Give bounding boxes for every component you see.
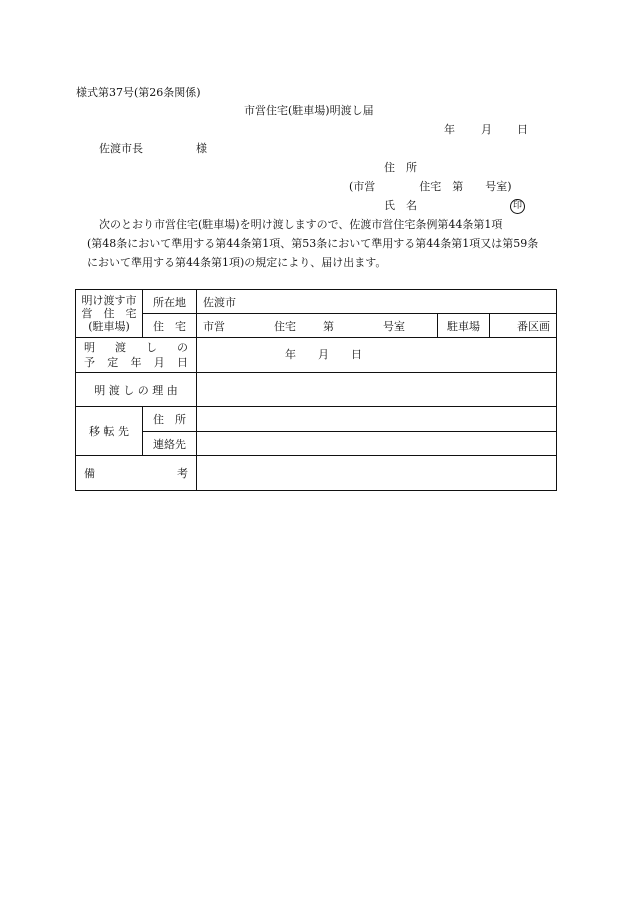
location-field[interactable] (197, 290, 557, 314)
housing-field[interactable] (197, 314, 438, 338)
date-label-char: 年 (130, 356, 142, 369)
remarks-label (76, 456, 197, 491)
moveto-address-field[interactable] (197, 407, 557, 432)
parking-number-unit: 番区画 (517, 319, 551, 333)
date-month-label: 月 (481, 123, 492, 136)
housing-target-label-line3: (駐車場) (88, 320, 130, 333)
moveto-contact-field[interactable] (197, 432, 557, 456)
housing-target-label (76, 290, 143, 338)
moveto-label: 移 転 先 (76, 407, 143, 456)
date-label-char: 予 (84, 356, 95, 369)
applicant-name-label: 氏 名 (384, 199, 417, 212)
parking-number-field[interactable] (490, 314, 557, 338)
housing-target-label-line1: 明け渡す市 (81, 294, 137, 307)
body-line-2: (第48条において準用する第44条第1項、第53条において準用する第44条第1項又は第59条 (87, 237, 539, 250)
date-year-label: 年 (444, 123, 455, 136)
location-value: 佐渡市 (203, 295, 236, 309)
seal-icon: 印 (510, 199, 525, 214)
location-label: 所在地 (143, 290, 197, 314)
housing-jutaku: 住宅 (274, 320, 296, 333)
date-label-char: 渡 (115, 341, 126, 354)
date-label-char: し (146, 341, 157, 354)
form-table (75, 289, 557, 491)
date-label-char: 日 (177, 356, 188, 369)
date-label-char: 明 (84, 341, 95, 354)
date-label-char: 定 (107, 356, 119, 369)
housing-shiei: 市営 (203, 320, 225, 333)
scheduled-date-value: 年 月 日 (285, 348, 362, 361)
body-line-3: において準用する第44条第1項)の規定により、届け出ます。 (87, 256, 387, 269)
scheduled-date-field[interactable] (197, 338, 557, 373)
form-title: 市営住宅(駐車場)明渡し届 (244, 104, 374, 117)
applicant-address-label: 住 所 (384, 161, 417, 174)
remarks-char: 考 (177, 467, 188, 480)
date-label-char: 月 (153, 356, 165, 369)
housing-target-label-line2: 営 住 宅 (81, 307, 137, 320)
remarks-char: 備 (84, 467, 95, 480)
remarks-field[interactable] (197, 456, 557, 491)
housing-goshitsu: 号室 (383, 320, 405, 333)
moveto-contact-label: 連絡先 (143, 432, 197, 456)
parking-label: 駐車場 (438, 314, 490, 338)
addressee: 佐渡市長 (99, 142, 143, 155)
body-line-1: 次のとおり市営住宅(駐車場)を明け渡しますので、佐渡市営住宅条例第44条第1項 (99, 218, 503, 231)
seal-mark (510, 199, 525, 214)
moveto-address-label: 住 所 (143, 407, 197, 432)
applicant-housing-line: (市営 住宅 第 号室) (349, 180, 512, 193)
scheduled-date-label (76, 338, 197, 373)
reason-field[interactable] (197, 373, 557, 407)
form-number: 様式第37号(第26条関係) (76, 86, 201, 99)
date-day-label: 日 (517, 123, 528, 136)
housing-label: 住 宅 (143, 314, 197, 338)
reason-label: 明 渡 し の 理 由 (76, 373, 197, 407)
date-label-char: の (177, 341, 188, 354)
housing-dai: 第 (323, 320, 334, 333)
addressee-honorific: 様 (196, 142, 207, 155)
